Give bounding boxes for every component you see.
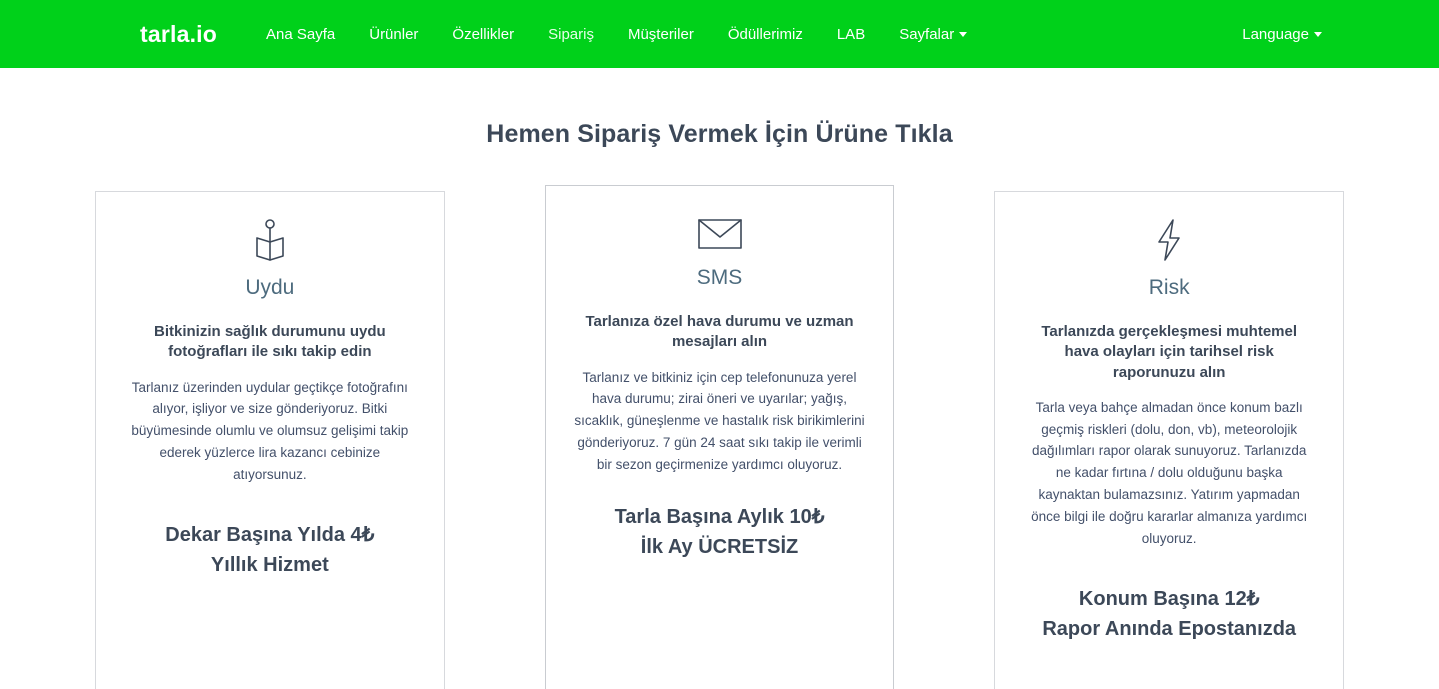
nav-item-ana-sayfa[interactable]: Ana Sayfa xyxy=(266,25,336,43)
card-price-line2: Rapor Anında Epostanızda xyxy=(1042,617,1297,640)
product-card-list xyxy=(0,191,1439,689)
nav-links xyxy=(249,18,984,51)
nav-item-lab[interactable]: LAB xyxy=(836,25,866,43)
top-navbar xyxy=(0,0,1439,68)
language-selector[interactable] xyxy=(1225,18,1339,51)
card-price-line1: Tarla Başına Aylık 10₺ xyxy=(614,505,825,528)
card-price xyxy=(122,520,418,580)
lightning-bolt-icon xyxy=(1021,214,1317,266)
card-body: Tarlanız ve bitkiniz için cep telefonunuza yerel hava durumu; zirai öneri ve uyarılar; yağış, sıcaklık, güneşlenme ve hastalık risk birikimlerini gönderiyoruz. 7 gün 24 saat sıkı takip ile verimli bir sezon geçirmenize yardımcı oluyoruz. xyxy=(574,369,865,472)
card-subtitle: Bitkinizin sağlık durumunu uydu fotoğrafları ile sıkı takip edin xyxy=(153,323,386,361)
language-label: Language xyxy=(1242,25,1309,43)
card-body: Tarlanız üzerinden uydular geçtikçe fotoğrafını alıyor, işliyor ve size gönderiyoruz. Bitki büyümesinde olumlu ve olumsuz gelişimi takip ederek yüzlerce lira kazancı cebinize atıyorsunuz. xyxy=(131,379,409,482)
envelope-icon xyxy=(572,208,868,260)
brand-logo[interactable]: tarla.io xyxy=(140,20,218,47)
nav-item-sayfalar-label: Sayfalar xyxy=(899,25,955,43)
map-pin-icon xyxy=(122,214,418,266)
card-title: Uydu xyxy=(245,276,295,299)
nav-item-ozellikler[interactable]: Özellikler xyxy=(452,25,515,43)
card-title: Risk xyxy=(1148,276,1190,299)
card-price-line1: Dekar Başına Yılda 4₺ xyxy=(165,523,375,546)
chevron-down-icon xyxy=(1314,32,1322,37)
product-card-risk[interactable] xyxy=(994,191,1344,689)
card-price xyxy=(1021,584,1317,644)
nav-item-siparis[interactable]: Sipariş xyxy=(548,25,594,43)
card-subtitle: Tarlanıza özel hava durumu ve uzman mesajları alın xyxy=(585,313,854,351)
chevron-down-icon xyxy=(959,32,967,37)
card-subtitle: Tarlanızda gerçekleşmesi muhtemel hava olayları için tarihsel risk raporunuzu alın xyxy=(1041,323,1298,381)
card-title: SMS xyxy=(696,266,743,289)
card-price-line2: İlk Ay ÜCRETSİZ xyxy=(640,535,799,558)
card-price-line2: Yıllık Hizmet xyxy=(210,553,329,576)
nav-item-urunler[interactable]: Ürünler xyxy=(369,25,419,43)
page-title: Hemen Sipariş Vermek İçin Ürüne Tıkla xyxy=(486,120,953,148)
card-price-line1: Konum Başına 12₺ xyxy=(1078,587,1260,610)
nav-item-odullerimiz[interactable]: Ödüllerimiz xyxy=(727,25,803,43)
product-card-sms[interactable] xyxy=(545,185,895,689)
nav-item-sayfalar[interactable] xyxy=(882,18,984,51)
card-body: Tarla veya bahçe almadan önce konum bazlı geçmiş riskleri (dolu, don, vb), meteorolojik dağılımları rapor olarak sunuyoruz. Tarlanızda ne kadar fırtına / dolu olduğunu başka kaynaktan bulamazsınız. Yatırım yapmadan önce bilgi ile doğru kararlar almanıza yardımcı oluyoruz. xyxy=(1031,399,1308,546)
nav-right xyxy=(1225,18,1399,51)
card-price xyxy=(572,502,868,562)
product-card-uydu[interactable] xyxy=(95,191,445,689)
nav-item-musteriler[interactable]: Müşteriler xyxy=(627,25,694,43)
